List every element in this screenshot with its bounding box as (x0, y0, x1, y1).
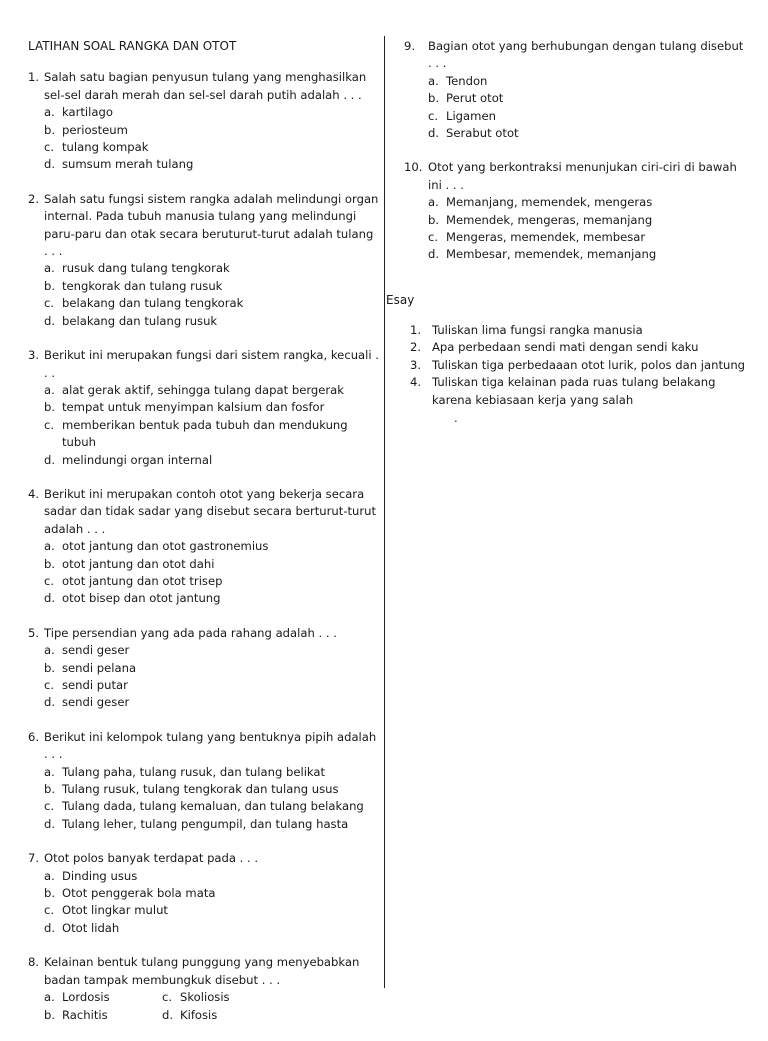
question-number: 1. (28, 70, 40, 85)
option-letter: a. (428, 73, 439, 88)
option (44, 556, 380, 573)
page-title: LATIHAN SOAL RANGKA DAN OTOT (28, 39, 237, 53)
option (428, 73, 749, 90)
question-number: 6. (28, 729, 40, 744)
question-text: Berikut ini merupakan contoh otot yang bekerja secara sadar dan tidak sadar yang disebut secara berturut-turut adalah . . . (44, 486, 377, 536)
essay-number: 2. (410, 340, 422, 355)
essay-item (410, 374, 750, 409)
option (428, 194, 749, 211)
essay-text: Tuliskan tiga perbedaaan otot lurik, polos dan jantung (432, 357, 746, 372)
question-5 (28, 625, 380, 712)
question-text: Salah satu bagian penyusun tulang yang menghasilkan sel-sel darah merah dan sel-sel darah putih adalah . . . (44, 70, 367, 102)
option-text: memberikan bentuk pada tubuh dan mendukung tubuh (62, 417, 348, 450)
option-text: Tulang dada, tulang kemaluan, dan tulang belakang (62, 799, 364, 814)
option-letter: a. (44, 868, 55, 883)
question-number: 8. (28, 955, 40, 970)
option (44, 260, 380, 277)
option-text: Rachitis (62, 1007, 108, 1022)
option (428, 125, 749, 142)
question-number: 4. (28, 486, 40, 501)
option (162, 1007, 282, 1024)
option-letter: c. (162, 990, 173, 1005)
essay-text: Apa perbedaan sendi mati dengan sendi kaku (432, 340, 699, 355)
option-text: Membesar, memendek, memanjang (446, 247, 657, 262)
option-letter: c. (44, 799, 55, 814)
option (428, 90, 749, 107)
option-text: otot jantung dan otot gastronemius (62, 539, 269, 554)
question-number: 9. (404, 39, 416, 53)
question-text: Salah satu fungsi sistem rangka adalah melindungi organ internal. Pada tubuh manusia tulang yang melindungi paru-paru dan otak secara beruturut-turut adalah tulang . . . (44, 191, 379, 259)
question-1 (28, 69, 380, 173)
option-letter: b. (44, 886, 56, 901)
option-letter: b. (44, 400, 56, 415)
option (44, 1007, 162, 1024)
option (428, 212, 749, 229)
option (44, 781, 380, 798)
option-text: Dinding usus (62, 868, 138, 883)
question-7 (28, 850, 380, 937)
column-divider (384, 36, 385, 988)
option-text: tempat untuk menyimpan kalsium dan fosfor (62, 400, 325, 415)
option-text: Otot penggerak bola mata (62, 886, 216, 901)
option-text: Otot lingkar mulut (62, 903, 168, 918)
option-letter: c. (44, 296, 55, 311)
option (44, 989, 162, 1006)
option (44, 122, 380, 139)
option (44, 382, 380, 399)
option-text: Perut otot (446, 91, 504, 106)
option (44, 660, 380, 677)
question-3 (28, 347, 380, 469)
option-letter: d. (44, 157, 56, 172)
option (428, 229, 749, 246)
option-letter: a. (44, 643, 55, 658)
option-text: Kifosis (180, 1007, 218, 1022)
question-text: Berikut ini merupakan fungsi dari sistem rangka, kecuali . . . (44, 348, 379, 380)
essay-text: Tuliskan tiga kelainan pada ruas tulang belakang karena kebiasaan kerja yang salah (432, 375, 716, 407)
trailing-mark: . (454, 411, 458, 425)
option-text: sendi geser (62, 695, 130, 710)
option-text: Tendon (446, 73, 488, 88)
option-letter: a. (44, 382, 55, 397)
question-number: 5. (28, 625, 40, 640)
option (44, 816, 380, 833)
option (162, 989, 282, 1006)
question-9 (404, 38, 749, 142)
question-6 (28, 729, 380, 833)
question-text: Tipe persendian yang ada pada rahang adalah . . . (44, 625, 337, 640)
essay-text: Tuliskan lima fungsi rangka manusia (432, 323, 643, 337)
option-letter: d. (44, 695, 56, 710)
question-number: 2. (28, 191, 40, 206)
option (44, 399, 380, 416)
option-letter: b. (44, 660, 56, 675)
essay-heading: Esay (386, 293, 415, 307)
option-letter: d. (44, 452, 56, 467)
option-letter: d. (428, 247, 440, 262)
option-letter: c. (44, 573, 55, 588)
option-text: belakang dan tulang tengkorak (62, 296, 244, 311)
option-text: Tulang rusuk, tulang tengkorak dan tulang usus (62, 782, 339, 797)
option-letter: d. (44, 313, 56, 328)
essay-number: 3. (410, 357, 422, 372)
essay-item (410, 357, 750, 374)
option-text: melindungi organ internal (62, 452, 213, 467)
option-letter: c. (428, 108, 439, 123)
essay-number: 1. (410, 323, 422, 337)
question-8 (28, 954, 380, 1024)
option-letter: b. (44, 122, 56, 137)
option-letter: b. (44, 556, 56, 571)
option (44, 313, 380, 330)
option-text: periosteum (62, 122, 128, 137)
essay-item (410, 339, 750, 356)
option-text: Skoliosis (180, 990, 230, 1005)
option-letter: c. (44, 903, 55, 918)
option-letter: d. (44, 816, 56, 831)
option-text: Memanjang, memendek, mengeras (446, 195, 653, 210)
option (44, 278, 380, 295)
question-text: Berikut ini kelompok tulang yang bentuknya pipih adalah . . . (44, 729, 377, 762)
option-text: sendi geser (62, 643, 130, 658)
option-letter: b. (44, 782, 56, 797)
option (44, 677, 380, 694)
option (44, 295, 380, 312)
option (44, 642, 380, 659)
option-letter: b. (44, 1007, 56, 1022)
option (44, 590, 380, 607)
option-letter: c. (44, 140, 55, 155)
question-text: Bagian otot yang berhubungan dengan tulang disebut . . . (428, 39, 744, 71)
option (44, 885, 380, 902)
option (44, 139, 380, 156)
option-letter: b. (44, 278, 56, 293)
option-text: Memendek, mengeras, memanjang (446, 212, 653, 227)
option-text: kartilago (62, 105, 113, 120)
option-letter: b. (428, 91, 440, 106)
option-letter: a. (44, 261, 55, 276)
question-4 (28, 486, 380, 608)
option-text: tulang kompak (62, 140, 149, 155)
option-text: Lordosis (62, 990, 110, 1005)
question-number: 7. (28, 851, 40, 866)
left-column (28, 38, 380, 1041)
option-letter: a. (44, 105, 55, 120)
option (44, 156, 380, 173)
question-text: Kelainan bentuk tulang punggung yang menyebabkan badan tampak membungkuk disebut . . . (44, 955, 360, 987)
option-text: otot jantung dan otot dahi (62, 556, 215, 571)
option (44, 538, 380, 555)
option-text: sendi pelana (62, 660, 137, 675)
option-letter: b. (428, 212, 440, 227)
option-letter: d. (44, 591, 56, 606)
right-column (404, 38, 749, 281)
option (44, 868, 380, 885)
essay-item (410, 322, 750, 339)
option-text: sumsum merah tulang (62, 157, 194, 172)
option-text: alat gerak aktif, sehingga tulang dapat bergerak (62, 382, 344, 397)
option-text: Ligamen (446, 108, 496, 123)
option-text: belakang dan tulang rusuk (62, 313, 218, 328)
option-text: Tulang paha, tulang rusuk, dan tulang belikat (62, 764, 326, 779)
option (44, 902, 380, 919)
question-text: Otot yang berkontraksi menunjukan ciri-ciri di bawah ini . . . (428, 160, 737, 192)
option (44, 573, 380, 590)
option-letter: d. (162, 1007, 174, 1022)
question-2 (28, 191, 380, 330)
option (428, 108, 749, 125)
option-text: Otot lidah (62, 920, 120, 935)
option-letter: c. (428, 230, 439, 245)
question-text: Otot polos banyak terdapat pada . . . (44, 851, 259, 866)
option-letter: d. (428, 126, 440, 141)
option-letter: c. (44, 678, 55, 692)
option (44, 417, 380, 452)
option-text: rusuk dang tulang tengkorak (62, 261, 230, 276)
option-letter: a. (428, 195, 439, 210)
option (44, 694, 380, 711)
option-letter: d. (44, 920, 56, 935)
option-text: tengkorak dan tulang rusuk (62, 278, 223, 293)
option (44, 920, 380, 937)
option-letter: a. (44, 990, 55, 1005)
option-letter: a. (44, 539, 55, 554)
essay-list (410, 322, 750, 409)
essay-number: 4. (410, 375, 422, 390)
question-number: 3. (28, 348, 40, 363)
question-10 (404, 159, 749, 263)
option-text: otot bisep dan otot jantung (62, 591, 221, 606)
option (44, 798, 380, 815)
option (44, 104, 380, 121)
option-text: otot jantung dan otot trisep (62, 573, 223, 588)
option (44, 452, 380, 469)
option-text: Serabut otot (446, 126, 519, 141)
option-text: Mengeras, memendek, membesar (446, 230, 646, 245)
option-text: sendi putar (62, 678, 128, 692)
option (44, 764, 380, 781)
option (428, 246, 749, 263)
option-letter: c. (44, 417, 55, 432)
option-letter: a. (44, 764, 55, 779)
option-text: Tulang leher, tulang pengumpil, dan tulang hasta (62, 816, 349, 831)
question-number: 10. (404, 160, 423, 175)
